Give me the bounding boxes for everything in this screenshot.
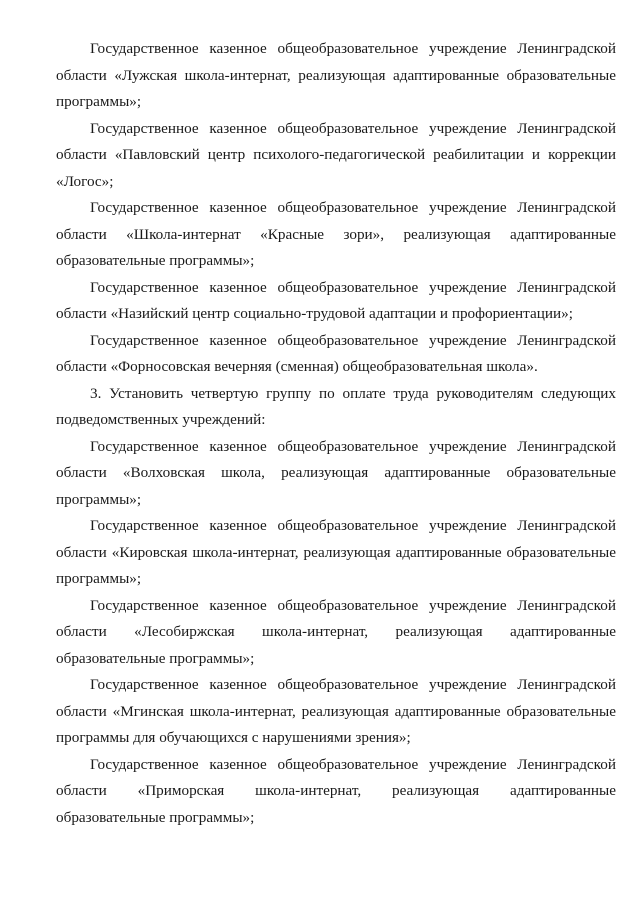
paragraph-mginskaya: Государственное казенное общеобразовательное учреждение Ленинградской области «Мгинская школа-интернат, реализующая адаптированные образовательные программы для обучающихся с нарушениями зрения»; — [56, 676, 616, 746]
paragraph-item-3-fourth-group: 3. Установить четвертую группу по оплате труда руководителям следующих подведомственных учреждений: — [56, 384, 616, 428]
paragraph-naziysky: Государственное казенное общеобразовательное учреждение Ленинградской области «Назийский центр социально-трудовой адаптации и профориентации»; — [56, 278, 616, 322]
paragraph-volkhovskaya: Государственное казенное общеобразовательное учреждение Ленинградской области «Волховская школа, реализующая адаптированные образовательные программы»; — [56, 437, 616, 508]
document-page — [56, 36, 616, 831]
paragraph-primorskaya: Государственное казенное общеобразовательное учреждение Ленинградской области «Приморская школа-интернат, реализующая адаптированные образовательные программы»; — [56, 755, 616, 826]
paragraph-luzhskaya: Государственное казенное общеобразовательное учреждение Ленинградской области «Лужская школа-интернат, реализующая адаптированные образовательные программы»; — [56, 40, 616, 110]
paragraph-pavlovsky: Государственное казенное общеобразовательное учреждение Ленинградской области «Павловский центр психолого-педагогической реабилитации и коррекции «Логос»; — [56, 119, 616, 190]
paragraph-lesobirzhskaya: Государственное казенное общеобразовательное учреждение Ленинградской области «Лесобиржская школа-интернат, реализующая адаптированные образовательные программы»; — [56, 596, 616, 667]
paragraph-kirovskaya: Государственное казенное общеобразовательное учреждение Ленинградской области «Кировская школа-интернат, реализующая адаптированные образовательные программы»; — [56, 517, 616, 587]
paragraph-fornosovskaya: Государственное казенное общеобразовательное учреждение Ленинградской области «Форносовская вечерняя (сменная) общеобразовательная школа». — [56, 331, 616, 375]
paragraph-krasnye-zori: Государственное казенное общеобразовательное учреждение Ленинградской области «Школа-интернат «Красные зори», реализующая адаптированные образовательные программы»; — [56, 199, 616, 269]
